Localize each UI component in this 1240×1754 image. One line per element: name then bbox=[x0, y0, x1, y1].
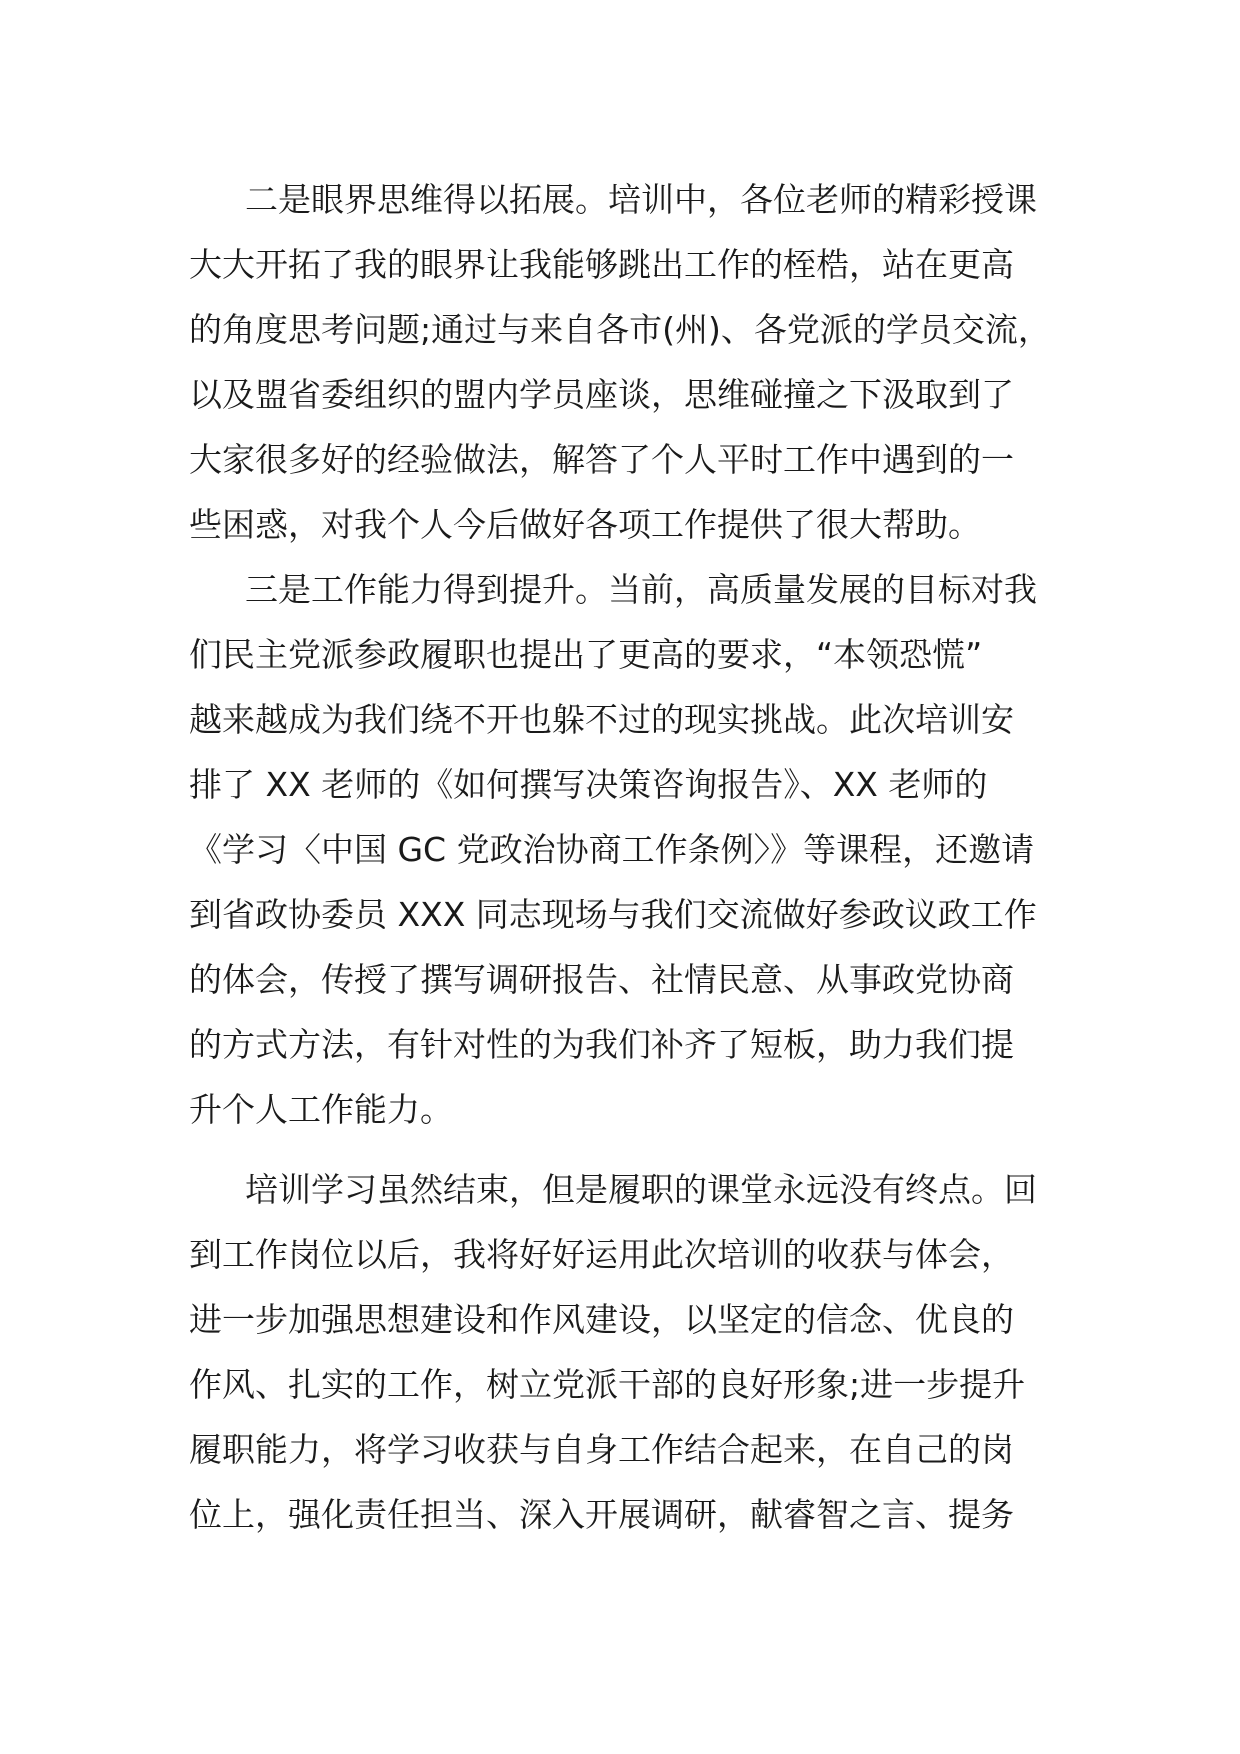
paragraph-line: 的体会，传授了撰写调研报告、社情民意、从事政党协商 bbox=[189, 960, 1014, 999]
paragraph-line: 三是工作能力得到提升。当前，高质量发展的目标对我 bbox=[245, 570, 1037, 609]
paragraph-line: 履职能力，将学习收获与自身工作结合起来，在自己的岗 bbox=[189, 1430, 1014, 1469]
paragraph-line: 的方式方法，有针对性的为我们补齐了短板，助力我们提 bbox=[189, 1025, 1014, 1064]
paragraph-line: 们民主党派参政履职也提出了更高的要求，“本领恐慌” bbox=[189, 635, 983, 674]
paragraph-line: 升个人工作能力。 bbox=[189, 1090, 453, 1129]
paragraph-line: 培训学习虽然结束，但是履职的课堂永远没有终点。回 bbox=[245, 1170, 1037, 1209]
paragraph-line: 大大开拓了我的眼界让我能够跳出工作的桎梏，站在更高 bbox=[189, 245, 1014, 284]
paragraph-line: 以及盟省委组织的盟内学员座谈，思维碰撞之下汲取到了 bbox=[189, 375, 1014, 414]
paragraph-line: 大家很多好的经验做法，解答了个人平时工作中遇到的一 bbox=[189, 440, 1014, 479]
paragraph-conclusion bbox=[189, 1157, 1069, 1547]
paragraph-line: 作风、扎实的工作，树立党派干部的良好形象;进一步提升 bbox=[189, 1365, 1026, 1404]
paragraph-eyesight-thinking bbox=[189, 167, 1069, 557]
paragraph-line: 些困惑，对我个人今后做好各项工作提供了很大帮助。 bbox=[189, 505, 981, 544]
paragraph-line: 排了 XX 老师的《如何撰写决策咨询报告》、XX 老师的 bbox=[189, 765, 988, 804]
paragraph-line: 到省政协委员 XXX 同志现场与我们交流做好参政议政工作 bbox=[189, 895, 1037, 934]
paragraph-line: 进一步加强思想建设和作风建设，以坚定的信念、优良的 bbox=[189, 1300, 1014, 1339]
paragraph-line: 到工作岗位以后，我将好好运用此次培训的收获与体会， bbox=[189, 1235, 1014, 1274]
paragraph-line: 位上，强化责任担当、深入开展调研，献睿智之言、提务 bbox=[189, 1495, 1014, 1534]
paragraph-line: 《学习〈中国 GC 党政治协商工作条例〉》等课程，还邀请 bbox=[189, 830, 1035, 869]
paragraph-line: 的角度思考问题;通过与来自各市(州)、各党派的学员交流， bbox=[189, 310, 1051, 349]
paragraph-line: 二是眼界思维得以拓展。培训中，各位老师的精彩授课 bbox=[245, 180, 1037, 219]
paragraph-work-ability bbox=[189, 557, 1069, 1142]
paragraph-line: 越来越成为我们绕不开也躲不过的现实挑战。此次培训安 bbox=[189, 700, 1014, 739]
